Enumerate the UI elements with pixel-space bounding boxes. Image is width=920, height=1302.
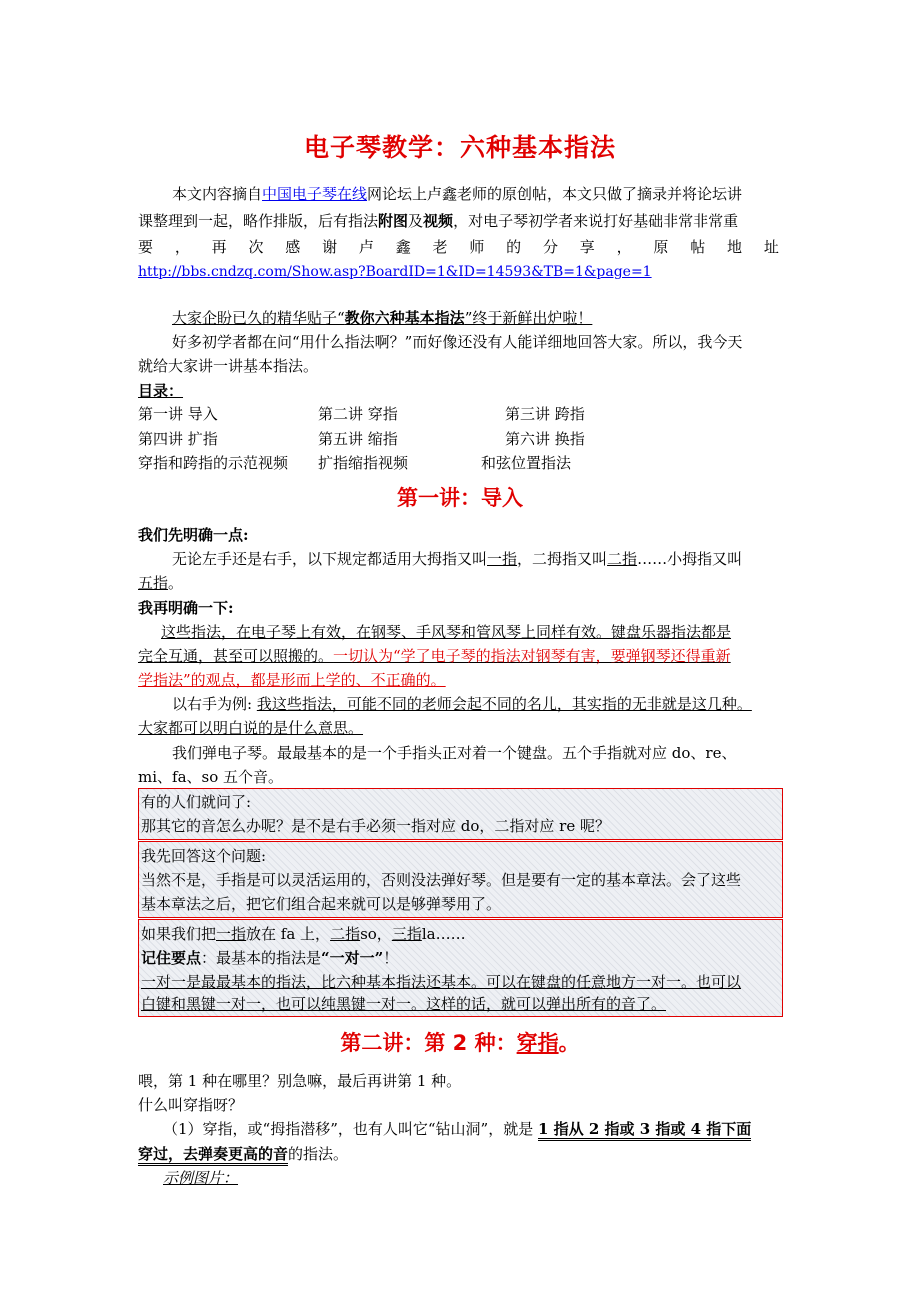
intro-char: 分 — [542, 238, 558, 256]
intro-char: 原 — [653, 238, 669, 256]
intro-char: 师 — [469, 238, 485, 256]
example-line-1 — [172, 694, 752, 714]
toc-item[interactable]: 第六讲 换指 — [505, 430, 585, 448]
toc-item[interactable]: 第二讲 穿指 — [318, 405, 398, 423]
finger-term: 五指 — [138, 574, 169, 592]
toc-item[interactable]: 第三讲 跨指 — [505, 405, 585, 423]
heading-text: 。 — [558, 1031, 580, 1055]
body-text: ，二拇指又叫 — [517, 550, 608, 568]
key-point-line — [141, 948, 398, 968]
intro-text: 网论坛上卢鑫老师的原创帖，本文只做了摘录并将论坛讲 — [367, 185, 743, 203]
intro-char: 帖 — [690, 238, 706, 256]
heading-text: 第二讲：第 2 种： — [340, 1031, 517, 1055]
answer-box — [138, 841, 783, 918]
example-line-2: 大家都可以明白说的是什么意思。 — [138, 719, 364, 737]
announcement-text: 大家企盼已久的精华贴子“ — [172, 309, 345, 327]
key-point-box — [138, 919, 783, 1017]
key-point-detail-2: 白键和黑键一对一，也可以纯黑键一对一。这样的话，就可以弹出所有的音了。 — [141, 995, 667, 1013]
intro-char: 感 — [285, 238, 301, 256]
question-text: 那其它的音怎么办呢？是不是右手必须一指对应 do，二指对应 re 呢？ — [141, 817, 610, 835]
announcement-text: ”终于新鲜出炉啦！ — [464, 309, 593, 327]
intro-char: ， — [174, 238, 190, 256]
figure-term: 附图 — [378, 212, 409, 230]
lecture-1-point-1: 我们先明确一点: — [138, 526, 249, 544]
heading-term: 穿指 — [516, 1031, 559, 1055]
announcement-topic: 教你六种基本指法 — [344, 309, 465, 327]
body-text: 无论左手还是右手，以下规定都适用大拇指又叫 — [172, 550, 488, 568]
toc-item[interactable]: 扩指缩指视频 — [318, 454, 409, 472]
answer-label: 我先回答这个问题: — [141, 847, 267, 865]
basic-line-1: 我们弹电子琴。最最基本的是一个手指头正对着一个键盘。五个手指就对应 do、re、 — [172, 744, 737, 762]
finger-term: 一指 — [487, 550, 518, 568]
intro-text: 及 — [408, 212, 424, 230]
intro-char: 老 — [432, 238, 448, 256]
body-text: ：最基本的指法是 — [201, 949, 322, 967]
intro-char: 再 — [211, 238, 227, 256]
definition-key: 1 指从 2 指或 3 指或 4 指下面 — [538, 1120, 751, 1141]
finger-naming-line — [172, 549, 742, 569]
question-label: 有的人们就问了: — [141, 793, 252, 811]
intro-text: 课整理到一起，略作排版，后有指法 — [138, 212, 379, 230]
body-text: la…… — [421, 925, 466, 943]
announcement-line — [172, 308, 592, 328]
intro-line-1 — [172, 184, 742, 204]
toc-item[interactable]: 第四讲 扩指 — [138, 430, 218, 448]
intro-char: 鑫 — [395, 238, 411, 256]
source-url-link[interactable]: http://bbs.cndzq.com/Show.asp?BoardID=1&ID=14593&TB=1&page=1 — [138, 264, 652, 280]
announcement-line-2: 好多初学者都在问“用什么指法啊？”而好像还没有人能详细地回答大家。所以，我今天 — [172, 333, 743, 351]
definition-key: 穿过，去弹奏更高的音 — [138, 1145, 288, 1166]
placement-line — [141, 924, 466, 944]
toc-item[interactable]: 和弦位置指法 — [481, 454, 572, 472]
body-text: 的指法。 — [288, 1145, 349, 1163]
lecture-1-point-2: 我再明确一下: — [138, 599, 234, 617]
key-point-detail-1: 一对一是最最基本的指法，比六种基本指法还基本。可以在键盘的任意地方一对一。也可以 — [141, 973, 742, 991]
finger-term: 二指 — [607, 550, 638, 568]
body-text: 。 — [168, 574, 184, 592]
body-text: 放在 fa 上， — [246, 925, 331, 943]
intro-char: 要 — [138, 238, 154, 256]
answer-line-2: 基本章法之后，把它们组合起来就可以是够弹琴用了。 — [141, 895, 502, 913]
intro-char: 址 — [763, 238, 779, 256]
example-image-caption: 示例图片： — [163, 1169, 239, 1187]
intro-char: ， — [616, 238, 632, 256]
key-point-label: 记住要点 — [141, 949, 202, 967]
compat-line-3: 学指法”的观点，都是形而上学的、不正确的。 — [138, 671, 446, 689]
question-box — [138, 788, 783, 840]
compat-line-1: 这些指法，在电子琴上有效，在钢琴、手风琴和管风琴上同样有效。键盘乐器指法都是 — [161, 623, 732, 641]
lecture-1-heading: 第一讲：导入 — [397, 486, 523, 510]
toc-item[interactable]: 第一讲 导入 — [138, 405, 218, 423]
finger-naming-line-2 — [138, 573, 183, 593]
intro-char: 地 — [727, 238, 743, 256]
intro-text: 本文内容摘自 — [172, 185, 263, 203]
lecture-2-line-2: 什么叫穿指呀？ — [138, 1096, 244, 1114]
answer-line-1: 当然不是，手指是可以灵活运用的，否则没法弹好琴。但是要有一定的基本章法。会了这些 — [141, 871, 742, 889]
finger-term: 二指 — [330, 925, 361, 943]
highlight-text: 一切认为“学了电子琴的指法对钢琴有害，要弹钢琴还得重新 — [333, 647, 731, 665]
intro-line-3 — [138, 237, 779, 257]
toc-item[interactable]: 穿指和跨指的示范视频 — [138, 454, 289, 472]
compat-line-2 — [138, 646, 731, 666]
page-title: 电子琴教学：六种基本指法 — [303, 133, 616, 162]
body-text: （1）穿指，或“拇指潜移”，也有人叫它“钻山洞”，就是 — [163, 1120, 538, 1138]
body-text: 以右手为例: — [172, 695, 257, 713]
toc-label: 目录： — [138, 382, 184, 400]
intro-char: 谢 — [322, 238, 338, 256]
body-text: 完全互通，甚至可以照搬的。 — [138, 647, 334, 665]
intro-char: 卢 — [358, 238, 374, 256]
body-text: ！ — [383, 949, 399, 967]
intro-char: 次 — [248, 238, 264, 256]
intro-char: 的 — [506, 238, 522, 256]
basic-line-2: mi、fa、so 五个音。 — [138, 768, 284, 786]
one-to-one-term: “一对一” — [321, 949, 384, 967]
lecture-2-line-1: 喂，第 1 种在哪里？别急嘛，最后再讲第 1 种。 — [138, 1072, 462, 1090]
video-term: 视频 — [423, 212, 454, 230]
definition-line-1 — [163, 1119, 751, 1139]
intro-line-2 — [138, 211, 738, 231]
finger-term: 三指 — [391, 925, 422, 943]
body-text: 如果我们把 — [141, 925, 217, 943]
body-text: ……小拇指又叫 — [637, 550, 743, 568]
announcement-line-3: 就给大家讲一讲基本指法。 — [138, 357, 319, 375]
finger-term: 一指 — [216, 925, 247, 943]
lecture-2-heading — [0, 1029, 920, 1057]
body-text: so， — [360, 925, 392, 943]
intro-char: 享 — [579, 238, 595, 256]
underlined-text: 我这些指法，可能不同的老师会起不同的名儿，其实指的无非就是这几种。 — [256, 695, 752, 713]
toc-item[interactable]: 第五讲 缩指 — [318, 430, 398, 448]
source-site-link[interactable]: 中国电子琴在线 — [262, 185, 368, 203]
definition-line-2 — [138, 1144, 348, 1164]
intro-text: ，对电子琴初学者来说打好基础非常非常重 — [453, 212, 739, 230]
